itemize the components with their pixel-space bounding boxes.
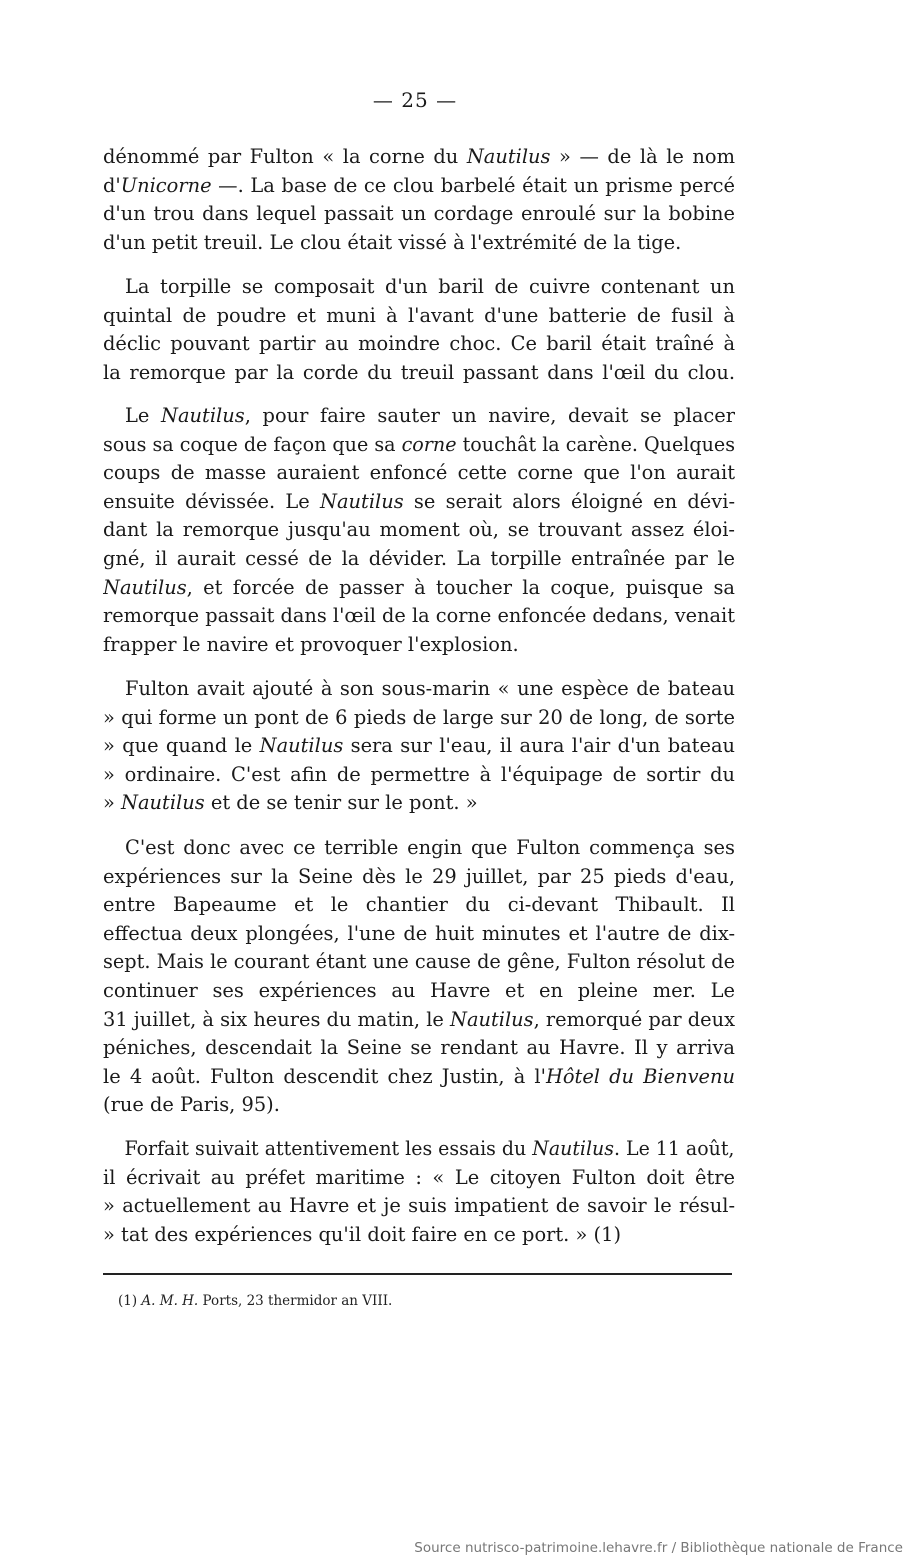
text-line: continuer ses expériences au Havre et en pleine mer. Le: [103, 978, 735, 1002]
text-line: quintal de poudre et muni à l'avant d'une batterie de fusil à: [103, 303, 735, 327]
text-line: sept. Mais le courant étant une cause de gêne, Fulton résolut de: [103, 950, 736, 974]
paragraph-p4: [103, 677, 735, 820]
italic-term: Hôtel du Bienvenu: [545, 1064, 735, 1088]
text-line: » ordinaire. C'est afin de permettre à l'équipage de sortir du: [103, 762, 735, 786]
italic-term: corne: [401, 432, 457, 456]
text-line: expériences sur la Seine dès le 29 juillet, par 25 pieds d'eau,: [103, 864, 735, 888]
text-line: il écrivait au préfet maritime : « Le citoyen Fulton doit être: [103, 1165, 735, 1189]
text-line: d'un petit treuil. Le clou était vissé à l'extrémité de la tige.: [103, 230, 682, 254]
text-line: » que quand le Nautilus sera sur l'eau, il aura l'air d'un bateau: [103, 734, 735, 758]
text-line: Forfait suivait attentivement les essais du Nautilus. Le 11 août,: [124, 1137, 735, 1160]
paragraph-p2: [103, 275, 735, 389]
text-line: sous sa coque de façon que sa corne touchât la carène. Quelques: [103, 432, 736, 456]
italic-term: Nautilus: [466, 145, 551, 168]
text-line: d'un trou dans lequel passait un cordage enroulé sur la bobine: [103, 202, 735, 226]
text-line: frapper le navire et provoquer l'explosion.: [103, 632, 519, 656]
text-line: remorque passait dans l'œil de la corne enfoncée dedans, venait: [103, 604, 735, 628]
page-number: — 25 —: [372, 88, 458, 112]
text-line: d'Unicorne —. La base de ce clou barbelé était un prisme percé: [103, 173, 735, 197]
text-line: » Nautilus et de se tenir sur le pont. »: [103, 791, 478, 815]
footnote-divider: [103, 1273, 732, 1275]
text-line: C'est donc avec ce terrible engin que Fulton commença ses: [125, 836, 735, 859]
footnote-marker: (1): [118, 1293, 142, 1309]
text-line: effectua deux plongées, l'une de huit minutes et l'autre de dix-: [103, 921, 735, 945]
text-line: le 4 août. Fulton descendit chez Justin, à l'Hôtel du Bienvenu: [103, 1064, 735, 1088]
italic-term: Nautilus: [450, 1007, 534, 1031]
text-line: dant la remorque jusqu'au moment où, se trouvant assez éloi-: [103, 518, 735, 542]
italic-term: Nautilus: [320, 489, 404, 513]
text-line: ensuite dévissée. Le Nautilus se serait alors éloigné en dévi-: [103, 489, 735, 513]
text-line: » actuellement au Havre et je suis impatient de savoir le résul-: [103, 1194, 735, 1218]
text-line: entre Bapeaume et le chantier du ci-devant Thibault. Il: [103, 893, 735, 917]
text-line: Fulton avait ajouté à son sous-marin « une espèce de bateau: [125, 677, 735, 700]
text-line: la remorque par la corde du treuil passant dans l'œil du clou.: [103, 360, 735, 384]
text-line: La torpille se composait d'un baril de cuivre contenant un: [125, 275, 735, 298]
text-line: (rue de Paris, 95).: [103, 1093, 280, 1117]
text-line: coups de masse auraient enfoncé cette corne que l'on aurait: [103, 461, 735, 485]
italic-term: Nautilus: [259, 734, 344, 758]
paragraph-p5: [103, 836, 735, 1122]
italic-term: Unicorne: [120, 173, 212, 197]
italic-term: Nautilus: [103, 575, 187, 599]
text-line: péniches, descendait la Seine se rendant au Havre. Il y arriva: [103, 1036, 735, 1060]
text-line: dénommé par Fulton « la corne du Nautilus » — de là le nom: [103, 145, 735, 168]
text-line: déclic pouvant partir au moindre choc. Ce baril était traîné à: [103, 332, 735, 356]
text-line: Le Nautilus, pour faire sauter un navire, devait se placer: [125, 404, 735, 427]
text-line: 31 juillet, à six heures du matin, le Nautilus, remorqué par deux: [103, 1007, 736, 1031]
footnote-text: Ports, 23 thermidor an VIII.: [198, 1293, 393, 1309]
italic-term: Nautilus: [121, 791, 205, 815]
paragraph-p6: [103, 1137, 735, 1251]
text-line: gné, il aurait cessé de la dévider. La torpille entraînée par le: [103, 546, 735, 570]
italic-term: Nautilus: [532, 1137, 614, 1160]
paragraph-p1: [103, 145, 735, 259]
text-line: » qui forme un pont de 6 pieds de large sur 20 de long, de sorte: [103, 705, 735, 729]
source-credit: Source nutrisco-patrimoine.lehavre.fr / Bibliothèque nationale de France: [414, 1540, 903, 1556]
footnote: [118, 1293, 392, 1309]
footnote-source-abbrev: A. M. H.: [141, 1293, 199, 1309]
text-line: » tat des expériences qu'il doit faire en ce port. » (1): [103, 1222, 622, 1246]
text-line: Nautilus, et forcée de passer à toucher la coque, puisque sa: [103, 575, 735, 599]
paragraph-p3: [103, 404, 735, 661]
italic-term: Nautilus: [161, 404, 245, 427]
